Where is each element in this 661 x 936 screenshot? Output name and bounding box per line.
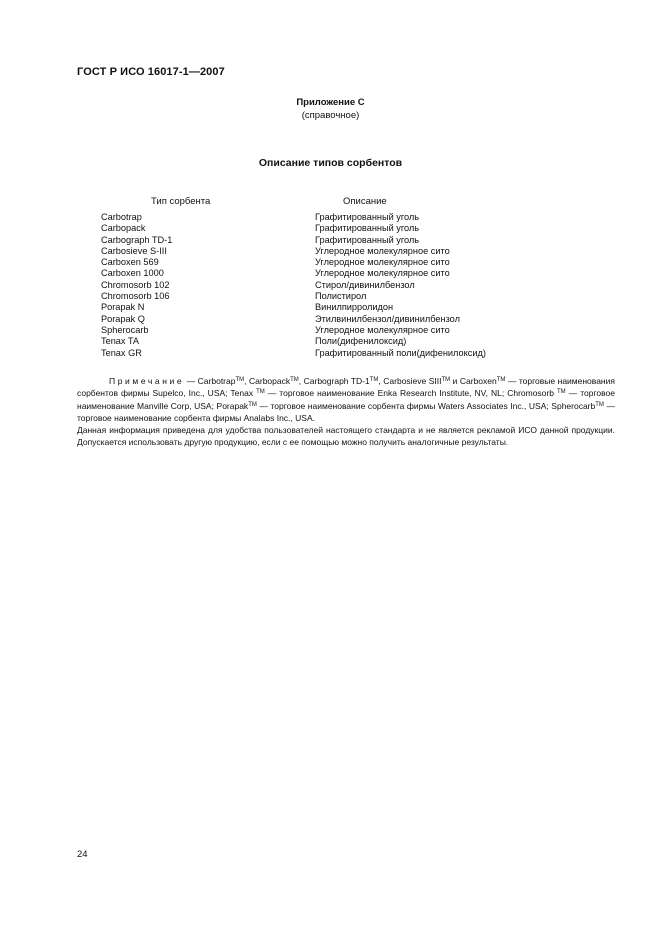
sorbent-description: Графитированный уголь <box>315 223 420 234</box>
table-row <box>0 257 661 268</box>
sorbent-description: Графитированный уголь <box>315 212 420 222</box>
sorbent-type: Carbosieve S-III <box>101 245 167 256</box>
note-text: , Carbosieve SIII <box>378 376 442 386</box>
table-row <box>0 212 661 223</box>
table-row <box>0 314 661 325</box>
note-text: — Carbotrap <box>186 376 236 386</box>
sorbent-description: Винилпирролидон <box>315 302 394 313</box>
sorbent-table <box>0 212 661 359</box>
trademark-mark: TM <box>235 377 245 383</box>
table-row <box>0 280 661 291</box>
appendix-subtitle: (справочное) <box>301 110 360 121</box>
sorbent-type: Tenax TA <box>101 336 139 347</box>
sorbent-description: Углеродное молекулярное сито <box>315 257 450 268</box>
sorbent-type: Porapak N <box>101 302 145 313</box>
trademark-mark: TM <box>369 377 379 383</box>
sorbent-description: Графитированный поли(дифенилоксид) <box>315 347 486 358</box>
sorbent-description: Этилвинилбензол/дивинилбензол <box>315 313 460 324</box>
trademark-mark: TM <box>557 389 566 396</box>
document-header: ГОСТ Р ИСО 16017-1—2007 <box>77 66 225 78</box>
sorbent-description: Углеродное молекулярное сито <box>315 245 450 256</box>
table-row <box>0 291 661 302</box>
trademark-mark: TM <box>248 401 257 408</box>
sorbent-type: Chromosorb 106 <box>101 291 170 302</box>
table-row <box>0 302 661 313</box>
note-label: Примечание <box>109 376 185 386</box>
table-row <box>0 325 661 336</box>
note-text: — торговое наименование сорбента фирмы Analabs Inc., USA. <box>77 400 615 423</box>
appendix-heading <box>0 96 661 122</box>
section-title: Описание типов сорбентов <box>258 157 403 169</box>
note-text: , Carbopack <box>244 376 291 386</box>
trademark-mark: TM <box>595 401 604 408</box>
sorbent-type: Tenax GR <box>101 347 142 358</box>
sorbent-description: Углеродное молекулярное сито <box>315 268 450 279</box>
table-row <box>0 235 661 246</box>
sorbent-type: Carboxen 1000 <box>101 268 164 279</box>
sorbent-type: Carbotrap <box>101 212 142 222</box>
sorbent-type: Carbograph TD-1 <box>101 234 173 245</box>
table-row <box>0 268 661 279</box>
note-text: , Carbograph TD-1 <box>298 376 370 386</box>
note-text: — торговое наименование Enka Research Institute, NV, NL; Chromosorb <box>264 388 557 399</box>
column-header-description: Описание <box>343 196 387 207</box>
sorbent-type: Carboxen 569 <box>101 257 159 268</box>
note-block <box>77 375 615 449</box>
note-paragraph <box>77 375 615 424</box>
sorbent-description: Полистирол <box>315 291 367 302</box>
table-row <box>0 336 661 347</box>
sorbent-description: Поли(дифенилоксид) <box>315 336 407 347</box>
sorbent-description: Графитированный уголь <box>315 234 420 245</box>
page-number: 24 <box>77 849 88 860</box>
sorbent-type: Porapak Q <box>101 313 145 324</box>
note-text: — торговое наименование Manville Corp, USA; Porapak <box>77 388 615 411</box>
note-text: — торговое наименование сорбента фирмы Waters Associates Inc., USA; Spherocarb <box>256 400 596 411</box>
sorbent-description: Углеродное молекулярное сито <box>315 324 450 335</box>
trademark-mark: TM <box>290 377 299 383</box>
sorbent-type: Chromosorb 102 <box>101 279 170 290</box>
trademark-mark: TM <box>441 377 451 383</box>
table-row <box>0 223 661 234</box>
sorbent-type: Carbopack <box>101 223 146 234</box>
sorbent-description: Стирол/дивинилбензол <box>315 279 415 290</box>
column-header-type: Тип сорбента <box>151 196 211 207</box>
table-row <box>0 246 661 257</box>
table-row <box>0 348 661 359</box>
note-text: — торговые наименования сорбентов фирмы Supelco, Inc., USA; Tenax <box>77 376 615 399</box>
trademark-mark: TM <box>256 389 265 396</box>
trademark-mark: TM <box>496 377 506 383</box>
sorbent-type: Spherocarb <box>101 324 149 335</box>
note-text: и Carboxen <box>450 376 497 386</box>
note-disclaimer: Данная информация приведена для удобства пользователей настоящего стандарта и не является рекламой ИСО данной продукции. Допускается использовать другую продукцию, если с ее помощью можно получить аналогичные результаты. <box>77 425 615 448</box>
appendix-title: Приложение С <box>296 97 365 108</box>
